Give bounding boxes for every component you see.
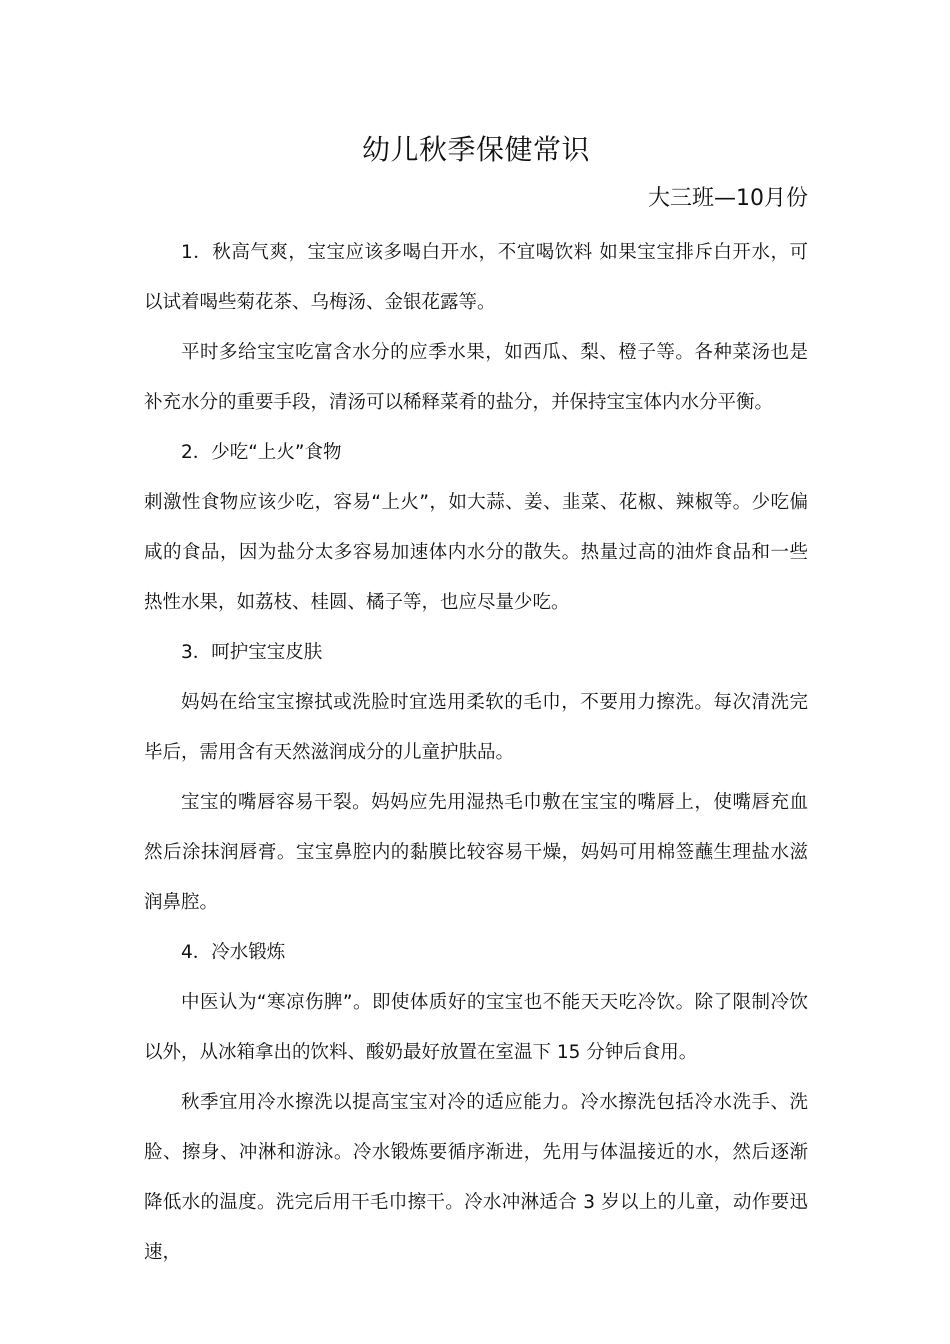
section-heading: 4．冷水锻炼	[181, 942, 286, 963]
paragraph: 1．秋高气爽，宝宝应该多喝白开水，不宜喝饮料 如果宝宝排斥白开水，可以试着喝些菊花茶、乌梅汤、金银花露等。	[144, 242, 808, 313]
paragraph: 平时多给宝宝吃富含水分的应季水果，如西瓜、梨、橙子等。各种菜汤也是补充水分的重要手段，清汤可以稀释菜肴的盐分，并保持宝宝体内水分平衡。	[144, 342, 808, 413]
paragraph: 秋季宜用冷水擦洗以提高宝宝对冷的适应能力。冷水擦洗包括冷水洗手、洗脸、擦身、冲淋和游泳。冷水锻炼要循序渐进，先用与体温接近的水，然后逐渐降低水的温度。洗完后用干毛巾擦干。冷水冲淋适合 3 岁以上的儿童，动作要迅速，	[144, 1092, 808, 1263]
paragraph: 中医认为“寒凉伤脾”。即使体质好的宝宝也不能天天吃冷饮。除了限制冷饮以外，从冰箱拿出的饮料、酸奶最好放置在室温下 15 分钟后食用。	[144, 992, 808, 1063]
document-title: 幼儿秋季保健常识	[361, 133, 590, 166]
paragraph: 妈妈在给宝宝擦拭或洗脸时宜选用柔软的毛巾，不要用力擦洗。每次清洗完毕后，需用含有天然滋润成分的儿童护肤品。	[144, 692, 808, 763]
document-body	[144, 228, 808, 1278]
paragraph: 宝宝的嘴唇容易干裂。妈妈应先用湿热毛巾敷在宝宝的嘴唇上，使嘴唇充血然后涂抹润唇膏。宝宝鼻腔内的黏膜比较容易干燥，妈妈可用棉签蘸生理盐水滋润鼻腔。	[144, 792, 808, 913]
section-heading: 3．呵护宝宝皮肤	[181, 642, 323, 663]
section-heading: 2．少吃“上火”食物	[181, 442, 342, 463]
document-page	[144, 0, 808, 1344]
document-subtitle: 大三班—10月份	[648, 186, 808, 211]
paragraph: 刺激性食物应该少吃，容易“上火”，如大蒜、姜、韭菜、花椒、辣椒等。少吃偏咸的食品，因为盐分太多容易加速体内水分的散失。热量过高的油炸食品和一些热性水果，如荔枝、桂圆、橘子等，也应尽量少吃。	[144, 492, 808, 613]
